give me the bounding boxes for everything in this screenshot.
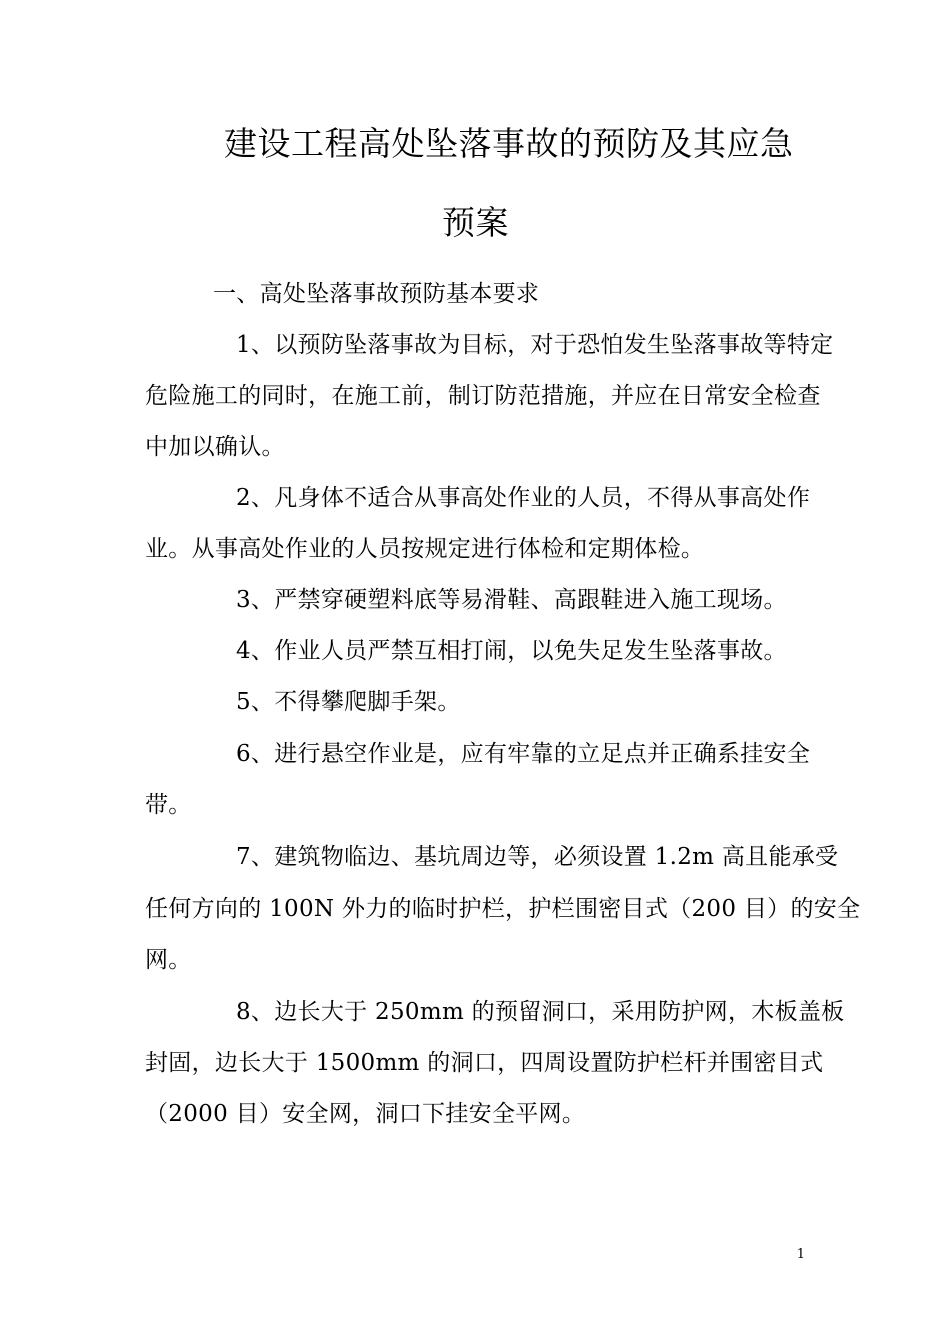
document-title-line-1: 建设工程高处坠落事故的预防及其应急 <box>224 124 794 163</box>
paragraph-line: 8、边长大于 250mm 的预留洞口，采用防护网，木板盖板 <box>236 999 845 1025</box>
paragraph-line: 任何方向的 100N 外力的临时护栏，护栏围密目式（200 目）的安全 <box>145 896 861 922</box>
page-number: 1 <box>796 1247 805 1262</box>
section-heading: 一、高处坠落事故预防基本要求 <box>213 281 540 307</box>
paragraph-line: 6、进行悬空作业是，应有牢靠的立足点并正确系挂安全 <box>236 741 811 767</box>
paragraph-line: 业。从事高处作业的人员按规定进行体检和定期体检。 <box>145 536 705 562</box>
paragraph-line: 1、以预防坠落事故为目标，对于恐怕发生坠落事故等特定 <box>236 332 834 358</box>
paragraph-line: 3、严禁穿硬塑料底等易滑鞋、高跟鞋进入施工现场。 <box>236 587 787 613</box>
paragraph-line: 中加以确认。 <box>145 434 285 460</box>
document-title-line-2: 预案 <box>442 203 509 242</box>
paragraph-line: 4、作业人员严禁互相打闹，以免失足发生坠落事故。 <box>236 638 787 664</box>
paragraph-line: 5、不得攀爬脚手架。 <box>236 689 461 715</box>
paragraph-line: 危险施工的同时，在施工前，制订防范措施，并应在日常安全检查 <box>145 383 821 409</box>
paragraph-line: 7、建筑物临边、基坑周边等，必须设置 1.2m 高且能承受 <box>236 844 839 870</box>
paragraph-line: 2、凡身体不适合从事高处作业的人员，不得从事高处作 <box>236 485 811 511</box>
paragraph-line: 网。 <box>145 947 192 973</box>
paragraph-line: （2000 目）安全网，洞口下挂安全平网。 <box>145 1101 586 1127</box>
paragraph-line: 封固，边长大于 1500mm 的洞口，四周设置防护栏杆并围密目式 <box>145 1050 824 1076</box>
paragraph-line: 带。 <box>145 792 192 818</box>
